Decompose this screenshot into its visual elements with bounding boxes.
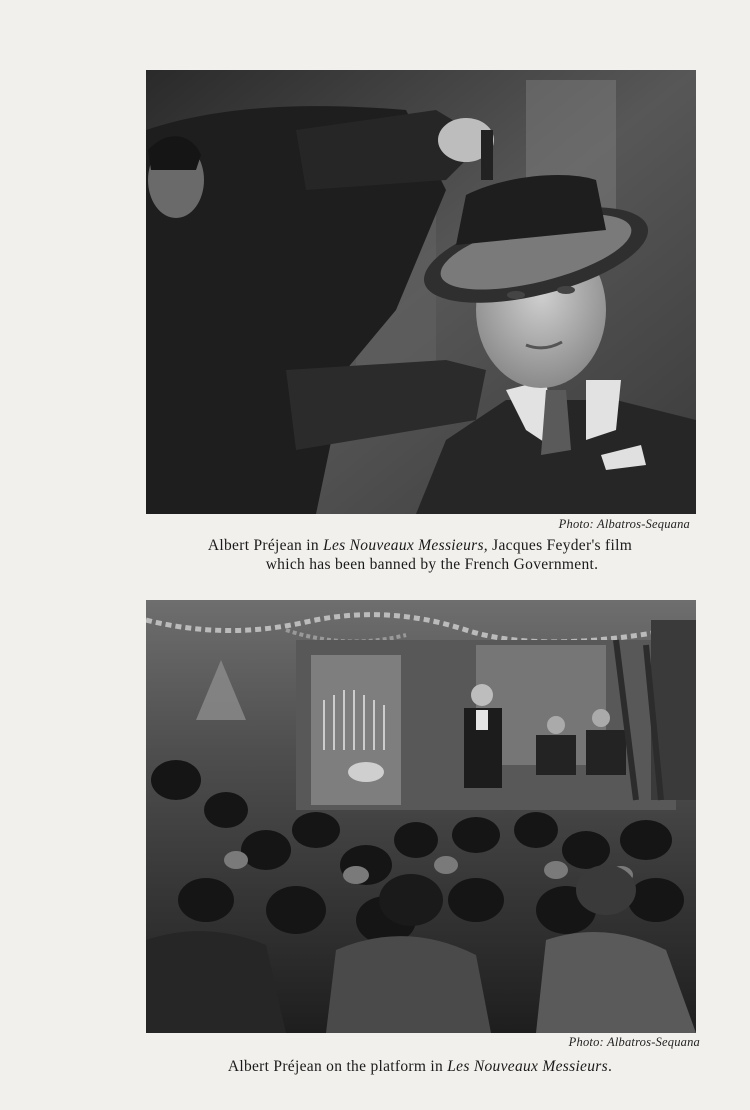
photo-man-with-boater-hat	[146, 70, 696, 514]
caption-2-prefix: Albert Préjean on the platform in	[227, 1058, 448, 1075]
caption-1-film-title: Les Nouveaux Messieurs,	[323, 537, 488, 554]
photo-credit-2: Photo: Albatros-Sequana	[568, 1035, 700, 1049]
caption-2-suffix: .	[607, 1058, 613, 1075]
caption-2-film-title: Les Nouveaux Messieurs	[447, 1058, 608, 1075]
photo-caption-2	[150, 1057, 690, 1076]
photo-1-illustration	[146, 70, 696, 514]
photo-2-illustration	[146, 600, 696, 1033]
caption-1-line-2: which has been banned by the French Government.	[265, 556, 599, 573]
photo-caption-1	[140, 536, 700, 574]
caption-1-suffix: Jacques Feyder's film	[487, 537, 633, 554]
photo-credit-1: Photo: Albatros-Sequana	[558, 517, 690, 531]
caption-1-line-1	[140, 536, 700, 555]
caption-1-prefix: Albert Préjean in	[207, 537, 324, 554]
photo-crowd-and-platform	[146, 600, 696, 1033]
